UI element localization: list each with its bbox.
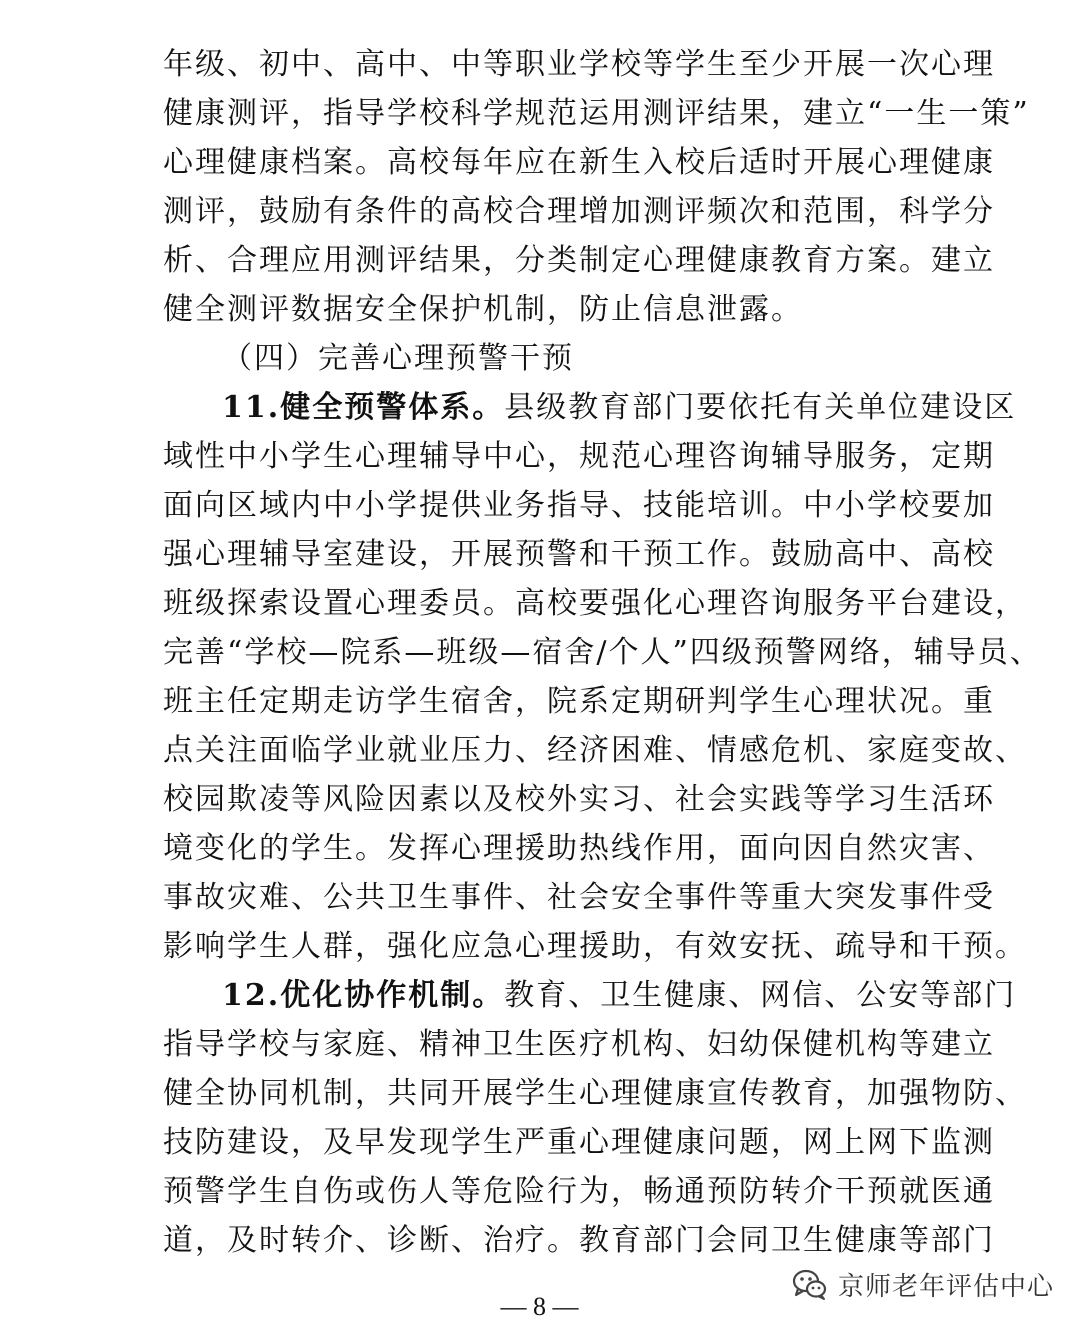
body-line: 测评，鼓励有条件的高校合理增加测评频次和范围，科学分 — [163, 194, 995, 229]
body-line: 析、合理应用测评结果，分类制定心理健康教育方案。建立 — [163, 243, 995, 278]
body-line: 道，及时转介、诊断、治疗。教育部门会同卫生健康等部门 — [163, 1223, 995, 1258]
item11-heading: 11.健全预警体系。 — [222, 390, 505, 425]
body-line: 健全测评数据安全保护机制，防止信息泄露。 — [163, 292, 803, 327]
body-line: 事故灾难、公共卫生事件、社会安全事件等重大突发事件受 — [163, 880, 995, 915]
body-line: 完善“学校—院系—班级—宿舍/个人”四级预警网络，辅导员、 — [163, 635, 1042, 670]
body-line: 心理健康档案。高校每年应在新生入校后适时开展心理健康 — [163, 145, 995, 180]
body-line: 境变化的学生。发挥心理援助热线作用，面向因自然灾害、 — [163, 831, 995, 866]
body-line: 健康测评，指导学校科学规范运用测评结果，建立“一生一策” — [163, 96, 1030, 131]
body-line: 年级、初中、高中、中等职业学校等学生至少开展一次心理 — [163, 47, 995, 82]
body-line: 指导学校与家庭、精神卫生医疗机构、妇幼保健机构等建立 — [163, 1027, 995, 1062]
item11-first-line — [222, 390, 1017, 425]
item12-first-text: 教育、卫生健康、网信、公安等部门 — [504, 978, 1017, 1013]
section-heading: （四）完善心理预警干预 — [222, 341, 574, 376]
body-line: 强心理辅导室建设，开展预警和干预工作。鼓励高中、高校 — [163, 537, 995, 572]
body-line: 面向区域内中小学提供业务指导、技能培训。中小学校要加 — [163, 488, 995, 523]
watermark-text: 京师老年评估中心 — [838, 1271, 1055, 1302]
body-line: 班主任定期走访学生宿舍，院系定期研判学生心理状况。重 — [163, 684, 995, 719]
body-line: 预警学生自伤或伤人等危险行为，畅通预防转介干预就医通 — [163, 1174, 995, 1209]
item11-first-text: 县级教育部门要依托有关单位建设区 — [504, 390, 1017, 425]
page-number: — 8 — — [500, 1292, 579, 1321]
body-line: 技防建设，及早发现学生严重心理健康问题，网上网下监测 — [163, 1125, 995, 1160]
body-line: 点关注面临学业就业压力、经济困难、情感危机、家庭变故、 — [163, 733, 1027, 768]
body-line: 校园欺凌等风险因素以及校外实习、社会实践等学习生活环 — [163, 782, 995, 817]
body-line: 班级探索设置心理委员。高校要强化心理咨询服务平台建设， — [163, 586, 1027, 621]
body-line: 影响学生人群，强化应急心理援助，有效安抚、疏导和干预。 — [163, 929, 1027, 964]
body-line: 健全协同机制，共同开展学生心理健康宣传教育，加强物防、 — [163, 1076, 1027, 1111]
item12-heading: 12.优化协作机制。 — [222, 978, 505, 1013]
item12-first-line — [222, 978, 1017, 1013]
body-line: 域性中小学生心理辅导中心，规范心理咨询辅导服务，定期 — [163, 439, 995, 474]
